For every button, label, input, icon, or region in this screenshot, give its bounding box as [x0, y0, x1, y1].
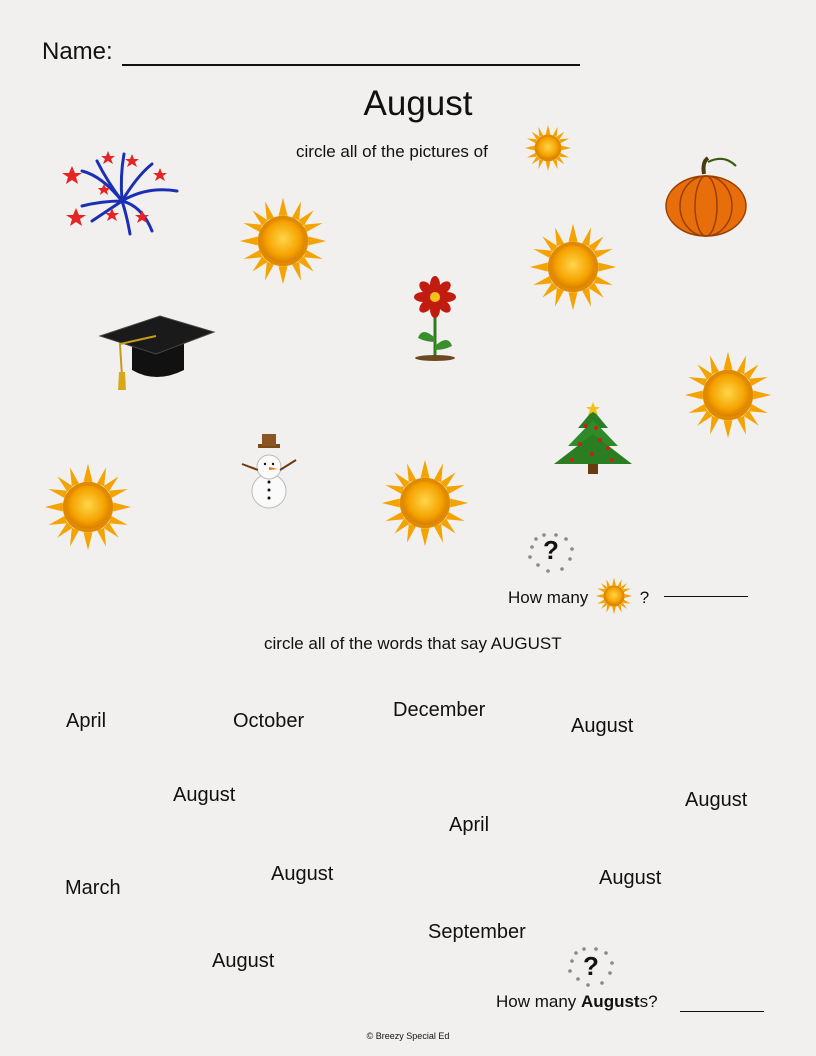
- sun-icon[interactable]: [683, 350, 773, 440]
- words-instruction: circle all of the words that say AUGUST: [264, 634, 562, 653]
- name-label: Name:: [42, 38, 113, 65]
- word-april[interactable]: April: [66, 710, 107, 732]
- question-mark: ?: [543, 535, 559, 565]
- pumpkin-icon[interactable]: [664, 152, 748, 238]
- word-october[interactable]: October: [233, 710, 305, 732]
- question-badge: [526, 533, 576, 573]
- word-march[interactable]: March: [65, 877, 121, 899]
- pictures-instruction-text: circle all of the pictures of: [296, 142, 488, 161]
- question-badge: [566, 947, 616, 987]
- sun-icon[interactable]: [380, 458, 470, 548]
- word-september[interactable]: September: [428, 921, 526, 943]
- name-line[interactable]: [122, 64, 580, 66]
- flower-icon[interactable]: [408, 276, 462, 362]
- footer-credit: © Breezy Special Ed: [366, 1031, 450, 1041]
- august-count-answer-line[interactable]: [680, 1011, 764, 1012]
- sun-count-answer-line[interactable]: [664, 596, 748, 597]
- august-count-prefix: How many: [496, 992, 582, 1011]
- pictures-instruction: [296, 142, 488, 162]
- word-august[interactable]: August: [271, 863, 334, 885]
- sun-count-suffix: ?: [639, 588, 650, 607]
- word-december[interactable]: December: [393, 699, 486, 721]
- sun-count-question: [508, 577, 649, 615]
- word-august[interactable]: August: [173, 784, 236, 806]
- august-count-suffix: s?: [639, 992, 658, 1011]
- fireworks-icon: [62, 146, 182, 236]
- sun-icon[interactable]: [43, 462, 133, 552]
- christmas-tree-icon[interactable]: [552, 402, 634, 478]
- word-april[interactable]: April: [449, 814, 490, 836]
- question-mark: ?: [583, 951, 599, 981]
- sun-icon: [595, 577, 633, 615]
- august-count-bold: August: [581, 992, 640, 1011]
- sun-icon[interactable]: [528, 222, 618, 312]
- page-title: August: [363, 84, 473, 123]
- sun-icon[interactable]: [238, 196, 328, 286]
- word-august[interactable]: August: [212, 950, 275, 972]
- word-august[interactable]: August: [599, 867, 662, 889]
- august-count-question: [496, 992, 658, 1012]
- sun-icon: [524, 124, 572, 172]
- word-august[interactable]: August: [571, 715, 634, 737]
- word-august[interactable]: August: [685, 789, 748, 811]
- snowman-icon[interactable]: [238, 434, 298, 510]
- graduation-cap-icon[interactable]: [98, 314, 216, 392]
- sun-count-prefix: How many: [508, 588, 589, 607]
